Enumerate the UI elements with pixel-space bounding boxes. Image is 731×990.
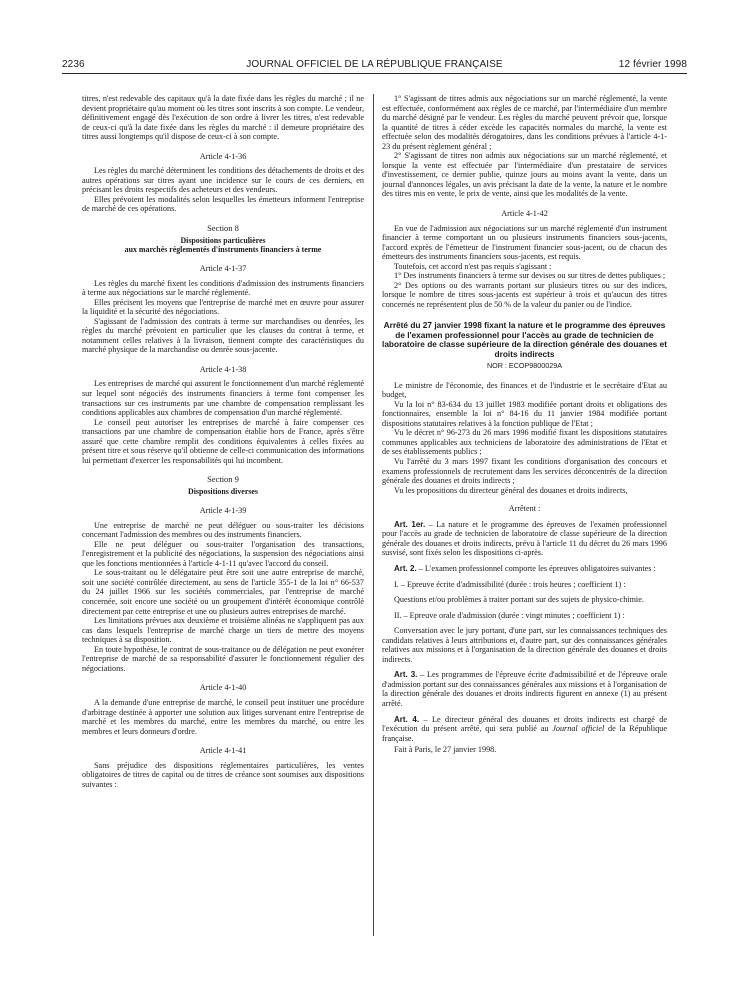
article-4: Art. 4. – Le directeur général des douanes et droits indirects est chargé de l'exécution du présent arrêté, qui sera publié au Journal officiel de la République française.: [382, 714, 667, 743]
paragraph: I. – Epreuve écrite d'admissibilité (durée : trois heures ; coefficient 1) :: [394, 579, 626, 589]
paragraph: Toutefois, cet accord n'est pas requis s'agissant :: [394, 261, 552, 271]
page-header: [62, 59, 687, 73]
paragraph: Vu l'arrêté du 3 mars 1997 fixant les conditions d'organisation des concours et examens professionnels de recrutement dans les services déconcentrés de la direction générale des douanes et droits indirects ;: [382, 457, 667, 486]
article-heading: Article 4-1-39: [199, 506, 247, 516]
nor-reference: NOR : ECOP9800029A: [486, 361, 563, 371]
paragraph: Le sous-traitant ou le délégataire peut être soit une autre entreprise de marché, soit une société contrôlée directement, au sens de l'article 355-1 de la loi n° 66-537 du 24 juillet 1966 sur les sociétés commerciales, par l'entreprise de marché concernée, soit encore une société ou un groupement d'intérêt économique contrôlé directement par cette entreprise et une ou plusieurs autres entreprises de marché.: [82, 568, 364, 616]
section-title: Dispositions particulières aux marchés réglementés d'instruments financiers à terme: [124, 235, 322, 254]
paragraph: Vu la loi n° 83-634 du 13 juillet 1983 modifiée portant droits et obligations des fonctionnaires, ensemble la loi n° 84-16 du 11 janvier 1984 modifiée portant dispositions statutaires relatives à la fonction publique de l'Etat ;: [382, 399, 667, 428]
section-title: Dispositions diverses: [188, 486, 258, 496]
paragraph: Les limitations prévues aux deuxième et troisième alinéas ne s'appliquent pas aux cas dans lesquels l'entreprise de marché charge un tiers de mettre des moyens techniques à sa disposition.: [82, 616, 364, 645]
article-1: Art. 1er. – La nature et le programme des épreuves de l'examen professionnel pour l'accès au grade de technicien de laboratoire de classe supérieure de la direction générale des douanes et droits indirects, prévu à l'article 11 du décret du 26 mars 1996 susvisé, sont fixés selon les dispositions ci-après.: [382, 519, 667, 558]
section-heading: Section 8: [207, 223, 239, 234]
paragraph: Conversation avec le jury portant, d'une part, sur les connaissances techniques des candidats relatives à leurs attributions et, d'autre part, sur des connaissances générales relatives aux missions et à l'organisation de la direction générale des douanes et droits indirects.: [382, 626, 667, 664]
decree-title: Arrêté du 27 janvier 1998 fixant la nature et le programme des épreuves de l'examen professionnel pour l'accès au grade de technicien de laboratoire de classe supérieure de la direction générale des douanes et droits indirects: [382, 320, 667, 359]
article-3: Art. 3. – Les programmes de l'épreuve écrite d'admissibilité et de l'épreuve orale d'admission portant sur des connaissances générales aux missions et à l'organisation de la direction générale des douanes et droits indirects figurent en annexe (1) au présent arrêté.: [382, 670, 668, 708]
journal-officiel-ref: Journal officiel: [552, 724, 605, 734]
section-heading: Section 9: [207, 474, 239, 485]
column-divider: [373, 94, 374, 936]
paragraph: En vue de l'admission aux négociations sur un marché réglementé d'un instrument financier à terme comportant un ou plusieurs instruments financiers sous-jacents, l'accord exprès de l'émetteur de l'instrument financier sous-jacent, ou de chacun des émetteurs des instruments financiers sous-jacents, est requis.: [382, 223, 667, 262]
article-heading: Article 4-1-38: [199, 364, 247, 374]
paragraph: Elle ne peut déléguer ou sous-traiter l'organisation des transactions, l'enregistrement et la publicité des négociations, la suspension des négociations ainsi que les fonctions mentionnées à l'article 4-1-11 qu'avec l'accord du conseil.: [82, 539, 364, 568]
paragraph: Les règles du marché fixent les conditions d'admission des instruments financiers à terme aux négociations sur le marché réglementé.: [82, 278, 364, 298]
header-rule: [62, 73, 687, 74]
arretent-heading: Arrêtent :: [508, 504, 541, 514]
paragraph: 2° S'agissant de titres non admis aux négociations sur un marché réglementé, et lorsque la vente est effectuée par l'intermédiaire d'un prestataire de services d'investissement, ce dernier publie, quinze jours au moins avant la vente, dans un journal d'annonces légales, un avis précisant la date de la vente, la nature et le nombre des titres mis en vente, le prix de vente, ainsi que les modalités de la vente.: [382, 151, 667, 199]
paragraph: Les règles du marché déterminent les conditions des détachements de droits et des autres opérations sur titres ayant une incidence sur le cours de ces derniers, en précisant les droits respectifs des acheteurs et des vendeurs.: [82, 166, 364, 195]
paragraph: Elles précisent les moyens que l'entreprise de marché met en œuvre pour assurer la liquidité et la sécurité des négociations.: [82, 297, 364, 317]
paragraph: Le ministre de l'économie, des finances et de l'industrie et le secrétaire d'Etat au budget,: [382, 380, 667, 400]
right-column: [382, 94, 667, 755]
article-heading: Article 4-1-37: [199, 263, 247, 273]
paragraph: S'agissant de l'admission des contrats à terme sur marchandises ou denrées, les règles du marché prévoient en particulier que les clauses du contrat à terme, et notamment celles relatives à la livraison, tiennent compte des caractéristiques du marché physique de la marchandise ou denrée sous-jacente.: [82, 316, 364, 355]
paragraph: Une entreprise de marché ne peut déléguer ou sous-traiter les décisions concernant l'admission des membres ou des instruments financiers.: [82, 520, 364, 540]
article-heading: Article 4-1-42: [501, 209, 548, 219]
paragraph: II. – Epreuve orale d'admission (durée : vingt minutes ; coefficient 1) :: [394, 610, 625, 620]
paragraph: Le conseil peut autoriser les entreprises de marché à faire compenser ces transactions par une chambre de compensation établie hors de France, après s'être assuré que cette chambre remplit des conditions équivalentes à celles fixées au présent titre et sous réserve qu'il obtienne de celle-ci communication des informations lui permettant d'exercer les responsabilités qui lui incombent.: [82, 417, 364, 465]
journal-title: JOURNAL OFFICIEL DE LA RÉPUBLIQUE FRANÇAISE: [246, 59, 503, 70]
paragraph: titres, n'est redevable des capitaux qu'à la date fixée dans les règles du marché ; il ne devient propriétaire qu'au moment où les titres sont inscrits à son compte. Le vendeur, définitivement engagé dès l'exécution de son ordre à livrer les titres, n'est redevable de ceux-ci qu'à la date fixée dans les règles du marché : il demeure propriétaire des titres aussi longtemps qu'il dispose de ceux-ci à son compte.: [82, 94, 364, 142]
article-2: Art. 2. – L'examen professionnel comporte les épreuves obligatoires suivantes :: [394, 563, 656, 573]
left-column: [82, 94, 364, 789]
paragraph: Sans préjudice des dispositions réglementaires particulières, les ventes obligatoires de titres de capital ou de titres de créance sont soumises aux dispositions suivantes :: [82, 760, 364, 789]
paragraph: 2° Des options ou des warrants portant sur plusieurs titres ou sur des indices, lorsque le nombre de titres sous-jacents est supérieur à trois et qu'aucun des titres concernés ne représentent plus de 50 % de la valeur du panier ou de l'indice.: [382, 280, 667, 309]
paragraph: Questions et/ou problèmes à traiter portant sur des sujets de physico-chimie.: [394, 595, 644, 605]
paragraph: 1° Des instruments financiers à terme sur devises ou sur titres de dettes publiques ;: [394, 271, 666, 281]
page-number: 2236: [62, 59, 85, 70]
paragraph: En toute hypothèse, le contrat de sous-traitance ou de délégation ne peut exonérer l'entreprise de marché de sa responsabilité d'assurer le fonctionnement régulier des négociations.: [82, 644, 364, 673]
article-heading: Article 4-1-41: [199, 746, 247, 756]
article-heading: Article 4-1-36: [199, 151, 247, 161]
paragraph: A la demande d'une entreprise de marché, le conseil peut instituer une procédure d'arbitrage destinée à apporter une solution aux litiges survenant entre l'entreprise de marché et les membres du marché, entre les membres du marché, ou entre les membres et leurs donneurs d'ordre.: [82, 697, 364, 736]
paragraph: Vu le décret n° 96-273 du 26 mars 1996 modifié fixant les dispositions statutaires communes applicables aux techniciens de laboratoire des administrations de l'Etat et de ses établissements publics ;: [382, 428, 667, 457]
signature-date: Fait à Paris, le 27 janvier 1998.: [394, 745, 497, 755]
paragraph: 1° S'agissant de titres admis aux négociations sur un marché réglementé, la vente est effectuée, conformément aux règles de ce marché, par l'intermédiaire d'un membre du marché désigné par le vendeur. Les règles du marché peuvent prévoir que, lorsque la quantité de titres à céder excède les capacités normales du marché, la vente est effectuée selon des modalités dérogatoires, dans les conditions prévues à l'article 4-1-23 du présent règlement général ;: [382, 94, 667, 151]
paragraph: Elles prévoient les modalités selon lesquelles les émetteurs informent l'entreprise de marché de ces opérations.: [82, 194, 364, 214]
issue-date: 12 février 1998: [618, 59, 687, 70]
article-heading: Article 4-1-40: [199, 683, 247, 693]
paragraph: Les entreprises de marché qui assurent le fonctionnement d'un marché réglementé sur lequel sont négociés des instruments financiers à terme font compenser les transactions sur ces instruments par une chambre de compensation remplissant les conditions applicables aux chambres de compensation d'un marché réglementé.: [82, 379, 364, 418]
paragraph: Vu les propositions du directeur général des douanes et droits indirects,: [394, 485, 628, 495]
